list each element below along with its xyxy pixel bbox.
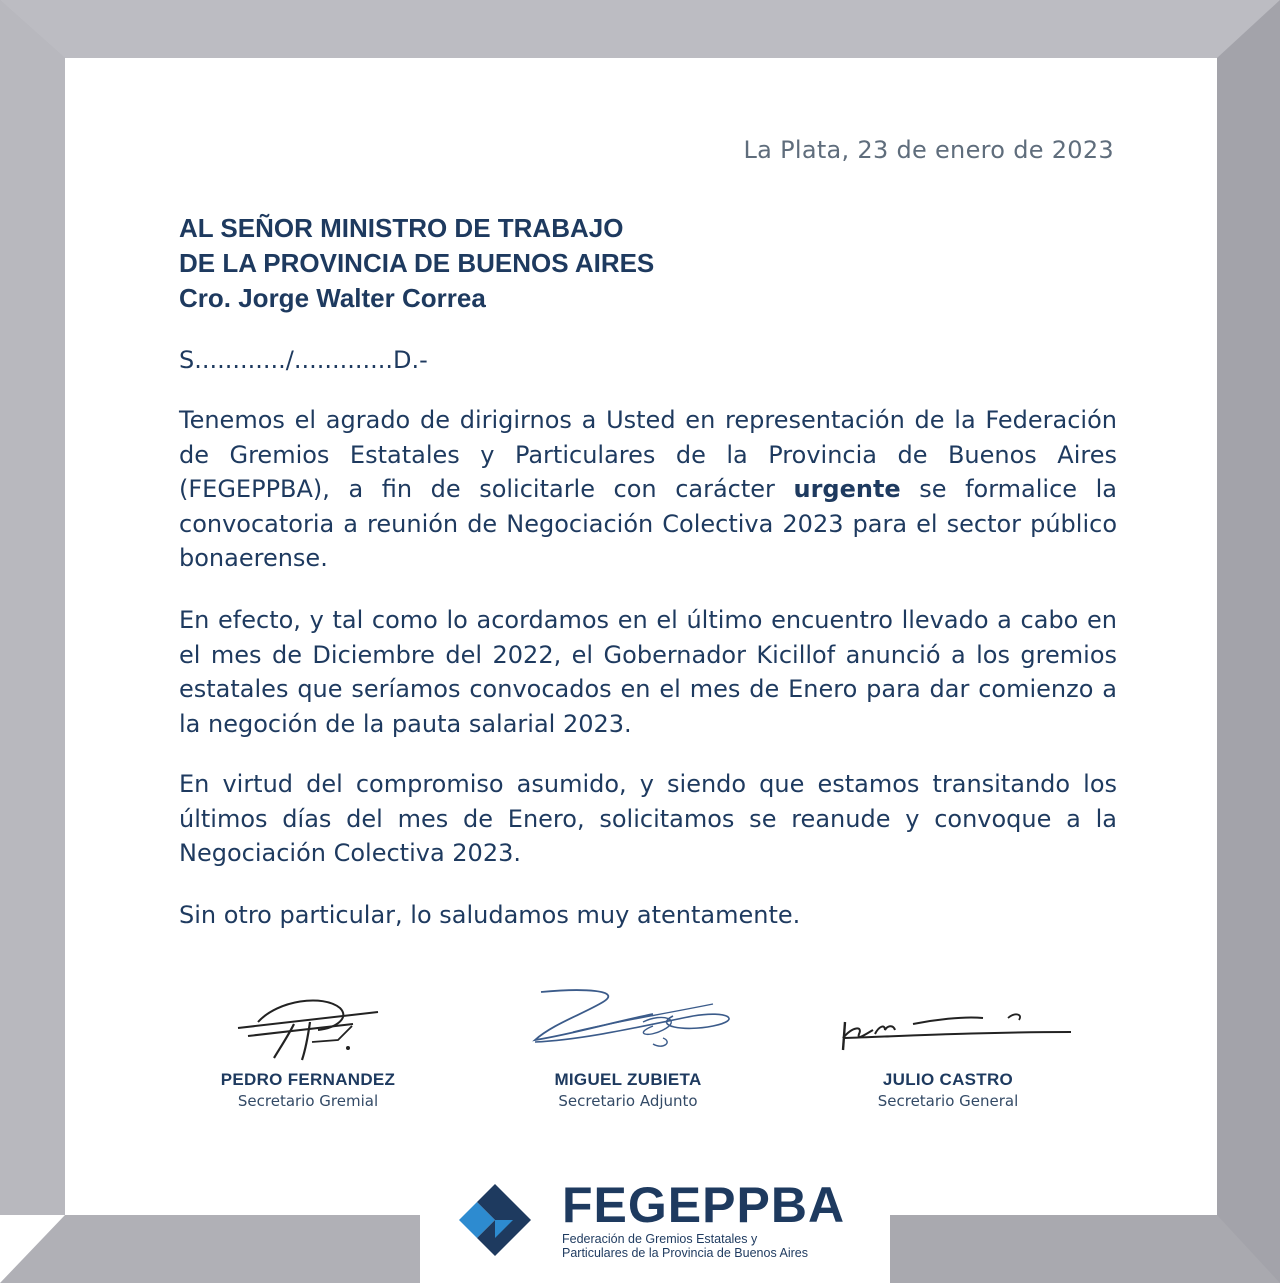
handwritten-signature [823,982,1073,1066]
logo-subtitle-line: Particulares de la Provincia de Buenos Aires [562,1246,808,1260]
addressee-line: AL SEÑOR MINISTRO DE TRABAJO [179,213,624,243]
signer-title: Secretario Gremial [237,1092,379,1110]
paragraph-text: se formalice la convocatoria a reunión de Negociación Colectiva 2023 para el sector público bonaerense. [179,475,1117,572]
salutation: S............/.............D.- [179,346,428,374]
logo-subtitle [562,1232,808,1260]
addressee-line: DE LA PROVINCIA DE BUENOS AIRES [179,248,655,278]
closing-line: Sin otro particular, lo saludamos muy atentamente. [179,901,801,929]
urgent-emphasis: urgente [793,475,901,503]
signature-block [178,982,438,1110]
diamond-arrow-icon [455,1178,545,1268]
signature-block [498,982,758,1110]
signer-title: Secretario Adjunto [558,1092,698,1110]
addressee-block [179,211,654,316]
handwritten-signature [228,982,388,1066]
paragraph-context: En efecto, y tal como lo acordamos en el último encuentro llevado a cabo en el mes de Diciembre del 2022, el Gobernador Kicillof anunció a los gremios estatales que seríamos convocados en el mes de Enero para dar comienzo a la negoción de la pauta salarial 2023. [179,606,1117,738]
logo-subtitle-line: Federación de Gremios Estatales y [562,1232,758,1246]
logo-wordmark: FEGEPPBA [562,1177,846,1233]
letter-date: La Plata, 23 de enero de 2023 [743,136,1114,164]
handwritten-signature [513,982,743,1066]
paragraph-petition: En virtud del compromiso asumido, y siendo que estamos transitando los últimos días del mes de Enero, solicitamos se reanude y convoque a la Negociación Colectiva 2023. [179,770,1117,867]
signature-block [818,982,1078,1110]
signer-title: Secretario General [877,1092,1019,1110]
fegeppba-logo [455,1178,855,1268]
paragraph-text: Tenemos el agrado de dirigirnos a Usted en representación de la Federación de Gremios Estatales y Particulares de la Provincia de Buenos Aires (FEGEPPBA), a fin de solicitarle con carácter [179,406,1117,503]
signer-name: PEDRO FERNANDEZ [220,1070,396,1089]
signer-name: MIGUEL ZUBIETA [554,1070,702,1089]
paragraph-request [179,403,1117,576]
signer-name: JULIO CASTRO [882,1070,1014,1089]
addressee-name: Cro. Jorge Walter Correa [179,283,486,313]
